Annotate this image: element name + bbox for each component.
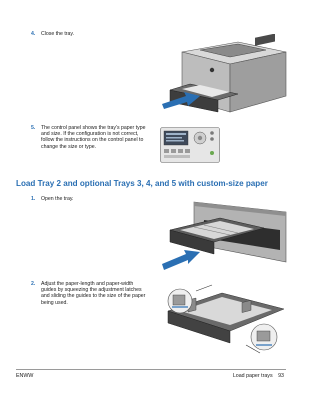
control-panel-illustration bbox=[160, 127, 220, 163]
footer-right bbox=[229, 373, 284, 379]
step-2-line-4: being used. bbox=[41, 299, 68, 306]
step-2-line-2: guides by squeezing the adjustment latches bbox=[41, 287, 142, 294]
adjust-guides-illustration bbox=[160, 283, 288, 355]
footer-rule bbox=[16, 369, 286, 370]
step-1-text: Open the tray. bbox=[41, 196, 74, 202]
step-1-number: 1. bbox=[31, 196, 36, 202]
section-heading: Load Tray 2 and optional Trays 3, 4, and 5 with custom-size paper bbox=[16, 179, 268, 188]
step-5-line-4: change the size or type. bbox=[41, 143, 97, 150]
step-5-line-2: and size. If the configuration is not correct, bbox=[41, 131, 139, 138]
step-4-text: Close the tray. bbox=[41, 31, 75, 37]
step-5-line-1: The control panel shows the tray's paper type bbox=[41, 125, 146, 131]
printer-close-tray-illustration bbox=[160, 34, 290, 119]
step-4-number: 4. bbox=[31, 31, 36, 37]
step-2-line-3: and sliding the guides to the size of the paper bbox=[41, 293, 146, 300]
step-2-text bbox=[41, 281, 159, 306]
open-tray-illustration bbox=[160, 200, 288, 276]
step-5-line-3: follow the instructions on the control panel to bbox=[41, 137, 144, 144]
step-2-number: 2. bbox=[31, 281, 36, 287]
step-5-number: 5. bbox=[31, 125, 36, 131]
page-number: 93 bbox=[278, 373, 284, 379]
step-5-text bbox=[41, 125, 156, 150]
step-2-line-1: Adjust the paper-length and paper-width bbox=[41, 281, 134, 287]
footer-title: Load paper trays bbox=[232, 373, 273, 379]
footer-left: ENWW bbox=[16, 373, 34, 379]
